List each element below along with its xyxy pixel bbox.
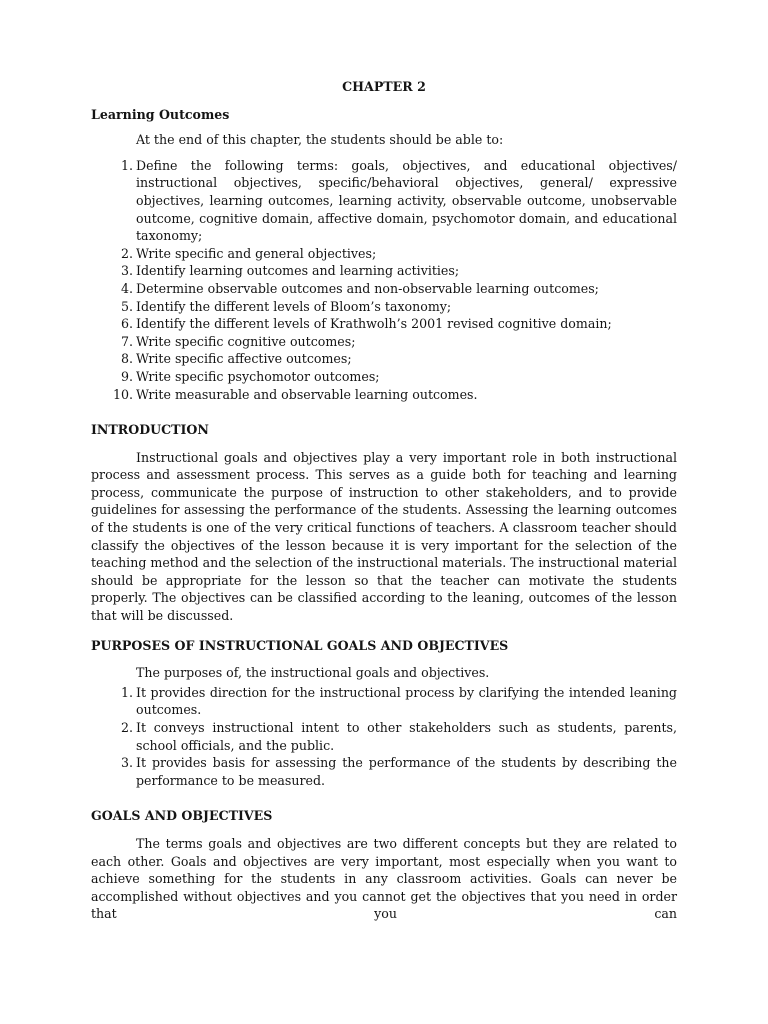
purposes-lead: The purposes of, the instructional goals and objectives. — [136, 665, 490, 681]
list-number: 10. — [112, 386, 133, 402]
learning-outcomes-heading: Learning Outcomes — [91, 106, 230, 122]
list-number: 8. — [120, 351, 133, 367]
list-item — [91, 719, 677, 754]
list-number: 2. — [120, 720, 133, 735]
list-item-text: Identify the different levels of Bloom’s taxonomy; — [136, 298, 452, 314]
list-item-text: Write specific and general objectives; — [136, 245, 377, 261]
list-item — [91, 333, 677, 351]
list-item — [91, 280, 677, 298]
list-number: 3. — [120, 755, 133, 771]
list-item — [91, 754, 677, 789]
list-item-text: Write specific cognitive outcomes; — [136, 333, 356, 349]
list-item-text: Write specific affective outcomes; — [136, 351, 352, 367]
list-number: 6. — [120, 316, 133, 332]
list-number: 3. — [120, 263, 133, 279]
list-item-text: Identify the different levels of Krathwolh’s 2001 revised cognitive domain; — [136, 316, 612, 332]
list-number: 7. — [120, 333, 133, 349]
list-item-text: Write specific psychomotor outcomes; — [136, 368, 380, 384]
list-item-text: Identify learning outcomes and learning activities; — [136, 263, 460, 279]
goals-objectives-paragraph: The terms goals and objectives are two different concepts but they are related to each other. Goals and objectives are very important, most especially when you want to achieve something for the students in any classroom activities. Goals can never be accomplished without objectives and you cannot get the objectives that you need in order that you can — [91, 835, 677, 922]
learning-outcomes-lead: At the end of this chapter, the students should be able to: — [136, 132, 504, 148]
list-number: 4. — [120, 280, 133, 296]
list-item-text: It provides direction for the instructional process by clarifying the intended leaning outcomes. — [136, 684, 677, 718]
list-number: 9. — [120, 368, 133, 384]
list-item — [91, 386, 677, 404]
introduction-heading: INTRODUCTION — [91, 422, 209, 438]
list-item-text: Define the following terms: goals, objectives, and educational objectives/ instructional objectives, specific/behavioral objectives, general/ expressive objectives, learning outcomes, learning activity, observable outcome, unobservable outcome, cognitive domain, affective domain, psychomotor domain, and educational taxonomy; — [136, 157, 677, 244]
list-item-text: It provides basis for assessing the performance of the students by describing the performance to be measured. — [136, 755, 677, 788]
list-item — [91, 262, 677, 280]
list-item-text: Determine observable outcomes and non-observable learning outcomes; — [136, 280, 599, 296]
list-item — [91, 684, 677, 719]
purposes-list — [91, 684, 677, 790]
list-item-text: It conveys instructional intent to other stakeholders such as students, parents, school officials, and the public. — [136, 720, 677, 753]
goals-objectives-heading: GOALS AND OBJECTIVES — [91, 808, 273, 824]
introduction-paragraph: Instructional goals and objectives play a very important role in both instructional process and assessment process. This serves as a guide both for teaching and learning process, communicate the purpose of instruction to other stakeholders, and to provide guidelines for assessing the performance of the students. Assessing the learning outcomes of the students is one of the very critical functions of teachers. A classroom teacher should classify the objectives of the lesson because it is very important for the selection of the teaching method and the selection of the instructional materials. The instructional material should be appropriate for the lesson so that the teacher can motivate the students properly. The objectives can be classified according to the leaning, outcomes of the lesson that will be discussed. — [91, 449, 677, 624]
purposes-heading: PURPOSES OF INSTRUCTIONAL GOALS AND OBJECTIVES — [91, 637, 509, 653]
list-item-text: Write measurable and observable learning outcomes. — [136, 386, 478, 402]
list-item — [91, 350, 677, 368]
chapter-title: CHAPTER 2 — [342, 79, 426, 94]
list-item — [91, 315, 677, 333]
list-item — [91, 298, 677, 316]
list-number: 1. — [120, 684, 133, 700]
list-item — [91, 245, 677, 263]
list-item — [91, 368, 677, 386]
learning-outcomes-list — [91, 157, 677, 403]
list-number: 5. — [120, 298, 133, 314]
list-number: 1. — [120, 157, 133, 173]
list-item — [91, 157, 677, 245]
list-number: 2. — [120, 245, 133, 261]
